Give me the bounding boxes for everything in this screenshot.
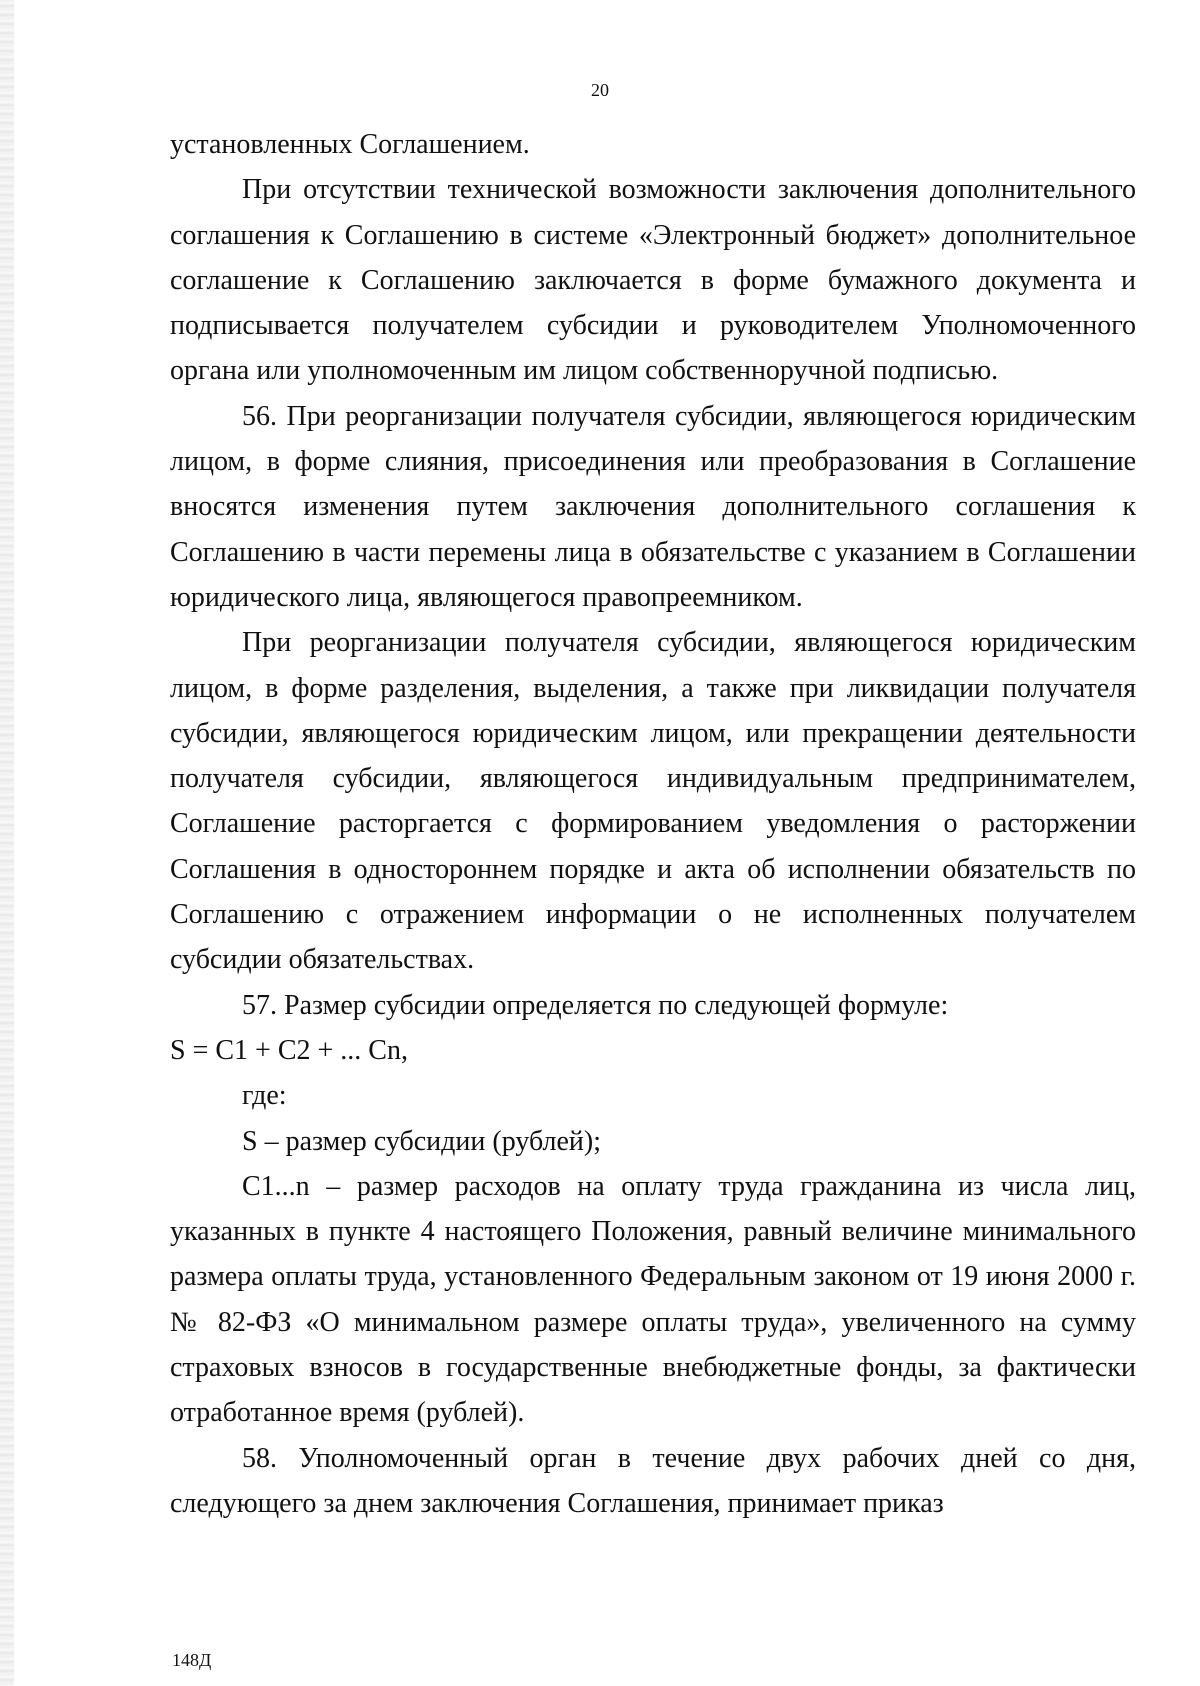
document-body bbox=[170, 122, 1136, 1526]
scan-edge-artifact bbox=[0, 0, 14, 1686]
paragraph-where: где: bbox=[242, 1080, 287, 1112]
paragraph-no-technical-possibility: При отсутствии технической возможности заключения дополнительного соглашения к Соглашению в системе «Электронный бюджет» дополнительное соглашение к Соглашению заключается в форме бумажного документа и подписывается получателем субсидии и руководителем Уполномоченного органа или уполномоченным им лицом собственноручной подписью. bbox=[170, 174, 1136, 387]
paragraph-s-definition: S – размер субсидии (рублей); bbox=[242, 1125, 601, 1157]
paragraph-item-57: 57. Размер субсидии определяется по следующей формуле: bbox=[242, 989, 949, 1021]
subsidy-formula: S = C1 + C2 + ... Cn, bbox=[170, 1034, 408, 1066]
page-number: 20 bbox=[591, 80, 609, 100]
paragraph-item-58: 58. Уполномоченный орган в течение двух рабочих дней со дня, следующего за днем заключения Соглашения, принимает приказ bbox=[170, 1442, 1136, 1519]
paragraph-c-definition: C1...n – размер расходов на оплату труда гражданина из числа лиц, указанных в пункте 4 настоящего Положения, равный величине минимального размера оплаты труда, установленного Федеральным законом от 19 июня 2000 г. № 82-ФЗ «О минимальном размере оплаты труда», увеличенного на сумму страховых взносов в государственные внебюджетные фонды, за фактически отработанное время (рублей). bbox=[170, 1170, 1136, 1429]
paragraph-continuation: установленных Соглашением. bbox=[170, 129, 530, 160]
footer-document-code: 148Д bbox=[172, 1650, 212, 1670]
paragraph-reorganization-division: При реорганизации получателя субсидии, являющегося юридическим лицом, в форме разделения, выделения, а также при ликвидации получателя субсидии, являющегося юридическим лицом, или прекращении деятельности получателя субсидии, являющегося индивидуальным предпринимателем, Соглашение расторгается с формированием уведомления о расторжении Соглашения в одностороннем порядке и акта об исполнении обязательств по Соглашению с отражением информации о не исполненных получателем субсидии обязательствах. bbox=[170, 627, 1136, 976]
paragraph-item-56: 56. При реорганизации получателя субсидии, являющегося юридическим лицом, в форме слияния, присоединения или преобразования в Соглашение вносятся изменения путем заключения дополнительного соглашения к Соглашению в части перемены лица в обязательстве с указанием в Соглашении юридического лица, являющегося правопреемником. bbox=[170, 400, 1136, 613]
